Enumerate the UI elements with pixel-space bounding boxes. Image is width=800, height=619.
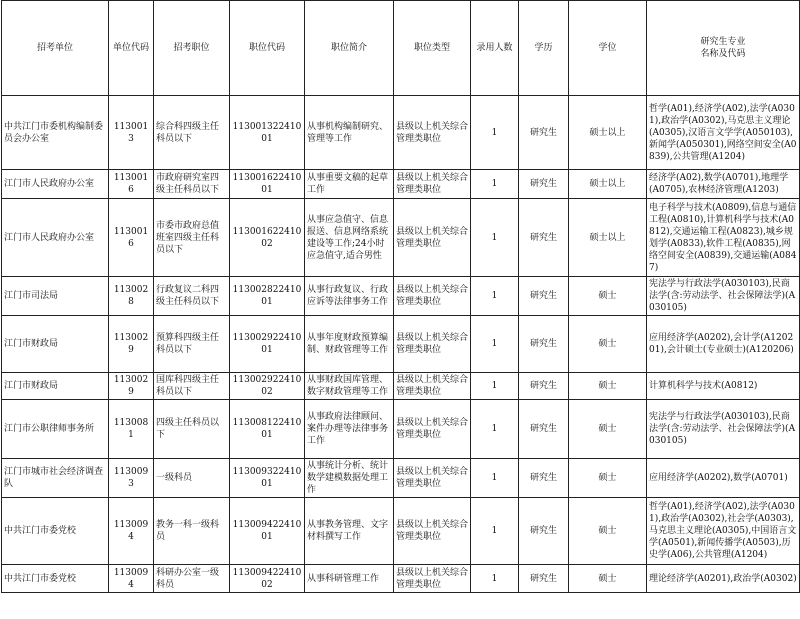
- table-row: [2, 373, 800, 400]
- cell-type: 县级以上机关综合管理类职位: [394, 400, 471, 459]
- cell-position-code: 11300132241001: [230, 96, 305, 170]
- header-intro: 职位简介: [305, 1, 394, 96]
- table-row: [2, 316, 800, 373]
- cell-education: 研究生: [519, 400, 569, 459]
- cell-education: 研究生: [519, 96, 569, 170]
- cell-unit-code: 1130029: [109, 316, 154, 373]
- cell-education: 研究生: [519, 170, 569, 199]
- cell-position: 科研办公室一级科员: [154, 565, 230, 593]
- cell-degree: 硕士以上: [569, 96, 647, 170]
- cell-count: 1: [471, 498, 519, 565]
- cell-position-code: 11300282241001: [230, 277, 305, 316]
- cell-type: 县级以上机关综合管理类职位: [394, 498, 471, 565]
- cell-unit-code: 1130081: [109, 400, 154, 459]
- cell-position: 教务一科一级科员: [154, 498, 230, 565]
- cell-position-code: 11300942241002: [230, 565, 305, 593]
- cell-major: 哲学(A01),经济学(A02),法学(A0301),政治学(A0302),社会学(A0303),马克思主义理论(A0305),中国语言文学(A0501),新闻传播学(A0503),历史学(A06),公共管理(A1204): [647, 498, 800, 565]
- cell-unit-code: 1130094: [109, 565, 154, 593]
- cell-major: 经济学(A02),数学(A0701),地理学(A0705),农林经济管理(A1203): [647, 170, 800, 199]
- cell-unit: 中共江门市委机构编制委员会办公室: [2, 96, 109, 170]
- cell-major: 宪法学与行政法学(A030103),民商法学(含:劳动法学、社会保障法学)(A030105): [647, 400, 800, 459]
- header-education: 学历: [519, 1, 569, 96]
- cell-unit: 江门市财政局: [2, 373, 109, 400]
- cell-degree: 硕士: [569, 459, 647, 498]
- table-row: [2, 96, 800, 170]
- cell-position: 行政复议二科四级主任科员以下: [154, 277, 230, 316]
- cell-unit: 江门市财政局: [2, 316, 109, 373]
- cell-intro: 从事机构编制研究、管理等工作: [305, 96, 394, 170]
- cell-position-code: 11300162241001: [230, 170, 305, 199]
- cell-major: 应用经济学(A0202),数学(A0701): [647, 459, 800, 498]
- cell-count: 1: [471, 565, 519, 593]
- cell-intro: 从事统计分析、统计数学建模数据处理工作: [305, 459, 394, 498]
- cell-count: 1: [471, 277, 519, 316]
- header-unit-code: 单位代码: [109, 1, 154, 96]
- cell-unit: 江门市司法局: [2, 277, 109, 316]
- header-position-code: 职位代码: [230, 1, 305, 96]
- cell-degree: 硕士: [569, 498, 647, 565]
- cell-degree: 硕士以上: [569, 170, 647, 199]
- cell-unit: 江门市公职律师事务所: [2, 400, 109, 459]
- cell-education: 研究生: [519, 373, 569, 400]
- header-row: [2, 1, 800, 96]
- cell-unit-code: 1130093: [109, 459, 154, 498]
- table-row: [2, 459, 800, 498]
- table-row: [2, 565, 800, 593]
- cell-position: 一级科员: [154, 459, 230, 498]
- cell-type: 县级以上机关综合管理类职位: [394, 96, 471, 170]
- cell-position: 四级主任科员以下: [154, 400, 230, 459]
- cell-type: 县级以上机关综合管理类职位: [394, 170, 471, 199]
- cell-major: 哲学(A01),经济学(A02),法学(A0301),政治学(A0302),马克思主义理论(A0305),汉语言文学学(A050103),新闻学(A050301),网络空间安全(A0839),公共管理(A1204): [647, 96, 800, 170]
- cell-unit-code: 1130013: [109, 96, 154, 170]
- header-degree: 学位: [569, 1, 647, 96]
- cell-intro: 从事财政国库管理、数字财政管理等工作: [305, 373, 394, 400]
- cell-degree: 硕士: [569, 316, 647, 373]
- cell-education: 研究生: [519, 277, 569, 316]
- cell-intro: 从事应急值守、信息报送、信息网络系统建设等工作;24小时应急值守,适合男性: [305, 199, 394, 277]
- cell-unit: 江门市城市社会经济调查队: [2, 459, 109, 498]
- cell-degree: 硕士: [569, 565, 647, 593]
- cell-count: 1: [471, 459, 519, 498]
- header-major: 研究生专业 名称及代码: [647, 1, 800, 96]
- cell-type: 县级以上机关综合管理类职位: [394, 373, 471, 400]
- cell-position: 预算科四级主任科员以下: [154, 316, 230, 373]
- table-row: [2, 400, 800, 459]
- cell-position: 国库科四级主任科员以下: [154, 373, 230, 400]
- cell-position: 综合科四级主任科员以下: [154, 96, 230, 170]
- cell-position-code: 11300942241001: [230, 498, 305, 565]
- table-row: [2, 498, 800, 565]
- cell-position: 市委市政府总值班室四级主任科员以下: [154, 199, 230, 277]
- cell-count: 1: [471, 170, 519, 199]
- cell-position-code: 11300292241002: [230, 373, 305, 400]
- cell-degree: 硕士以上: [569, 199, 647, 277]
- header-unit: 招考单位: [2, 1, 109, 96]
- cell-major: 理论经济学(A0201),政治学(A0302): [647, 565, 800, 593]
- cell-intro: 从事教务管理、文字材料撰写工作: [305, 498, 394, 565]
- cell-degree: 硕士: [569, 277, 647, 316]
- cell-major: 宪法学与行政法学(A030103),民商法学(含:劳动法学、社会保障法学)(A030105): [647, 277, 800, 316]
- cell-unit: 中共江门市委党校: [2, 565, 109, 593]
- cell-unit: 中共江门市委党校: [2, 498, 109, 565]
- cell-count: 1: [471, 96, 519, 170]
- cell-unit-code: 1130016: [109, 199, 154, 277]
- cell-intro: 从事重要文稿的起草工作: [305, 170, 394, 199]
- cell-unit-code: 1130028: [109, 277, 154, 316]
- cell-degree: 硕士: [569, 400, 647, 459]
- cell-intro: 从事行政复议、行政应诉等法律事务工作: [305, 277, 394, 316]
- table-row: [2, 277, 800, 316]
- table-row: [2, 199, 800, 277]
- cell-type: 县级以上机关综合管理类职位: [394, 459, 471, 498]
- cell-type: 县级以上机关综合管理类职位: [394, 199, 471, 277]
- cell-position-code: 11300292241001: [230, 316, 305, 373]
- cell-major: 应用经济学(A0202),会计学(A120201),会计硕士(专业硕士)(A120206): [647, 316, 800, 373]
- cell-position-code: 11300932241001: [230, 459, 305, 498]
- cell-intro: 从事科研管理工作: [305, 565, 394, 593]
- cell-type: 县级以上机关综合管理类职位: [394, 565, 471, 593]
- cell-major: 电子科学与技术(A0809),信息与通信工程(A0810),计算机科学与技术(A0812),交通运输工程(A0823),城乡规划学(A0833),软件工程(A0835),网络空间安全(A0839),交通运输(A0847): [647, 199, 800, 277]
- header-position: 招考职位: [154, 1, 230, 96]
- cell-education: 研究生: [519, 199, 569, 277]
- cell-unit-code: 1130094: [109, 498, 154, 565]
- cell-intro: 从事年度财政预算编制、财政管理等工作: [305, 316, 394, 373]
- cell-count: 1: [471, 373, 519, 400]
- cell-position-code: 11300162241002: [230, 199, 305, 277]
- cell-unit: 江门市人民政府办公室: [2, 170, 109, 199]
- cell-unit-code: 1130016: [109, 170, 154, 199]
- cell-count: 1: [471, 199, 519, 277]
- table-row: [2, 170, 800, 199]
- cell-count: 1: [471, 400, 519, 459]
- job-table: [1, 0, 800, 593]
- cell-education: 研究生: [519, 565, 569, 593]
- cell-degree: 硕士: [569, 373, 647, 400]
- cell-education: 研究生: [519, 459, 569, 498]
- cell-education: 研究生: [519, 316, 569, 373]
- cell-position-code: 11300812241001: [230, 400, 305, 459]
- cell-education: 研究生: [519, 498, 569, 565]
- header-type: 职位类型: [394, 1, 471, 96]
- cell-count: 1: [471, 316, 519, 373]
- cell-unit-code: 1130029: [109, 373, 154, 400]
- cell-type: 县级以上机关综合管理类职位: [394, 277, 471, 316]
- cell-major: 计算机科学与技术(A0812): [647, 373, 800, 400]
- cell-position: 市政府研究室四级主任科员以下: [154, 170, 230, 199]
- cell-type: 县级以上机关综合管理类职位: [394, 316, 471, 373]
- cell-unit: 江门市人民政府办公室: [2, 199, 109, 277]
- cell-intro: 从事政府法律顾问、案件办理等法律事务工作: [305, 400, 394, 459]
- header-count: 录用人数: [471, 1, 519, 96]
